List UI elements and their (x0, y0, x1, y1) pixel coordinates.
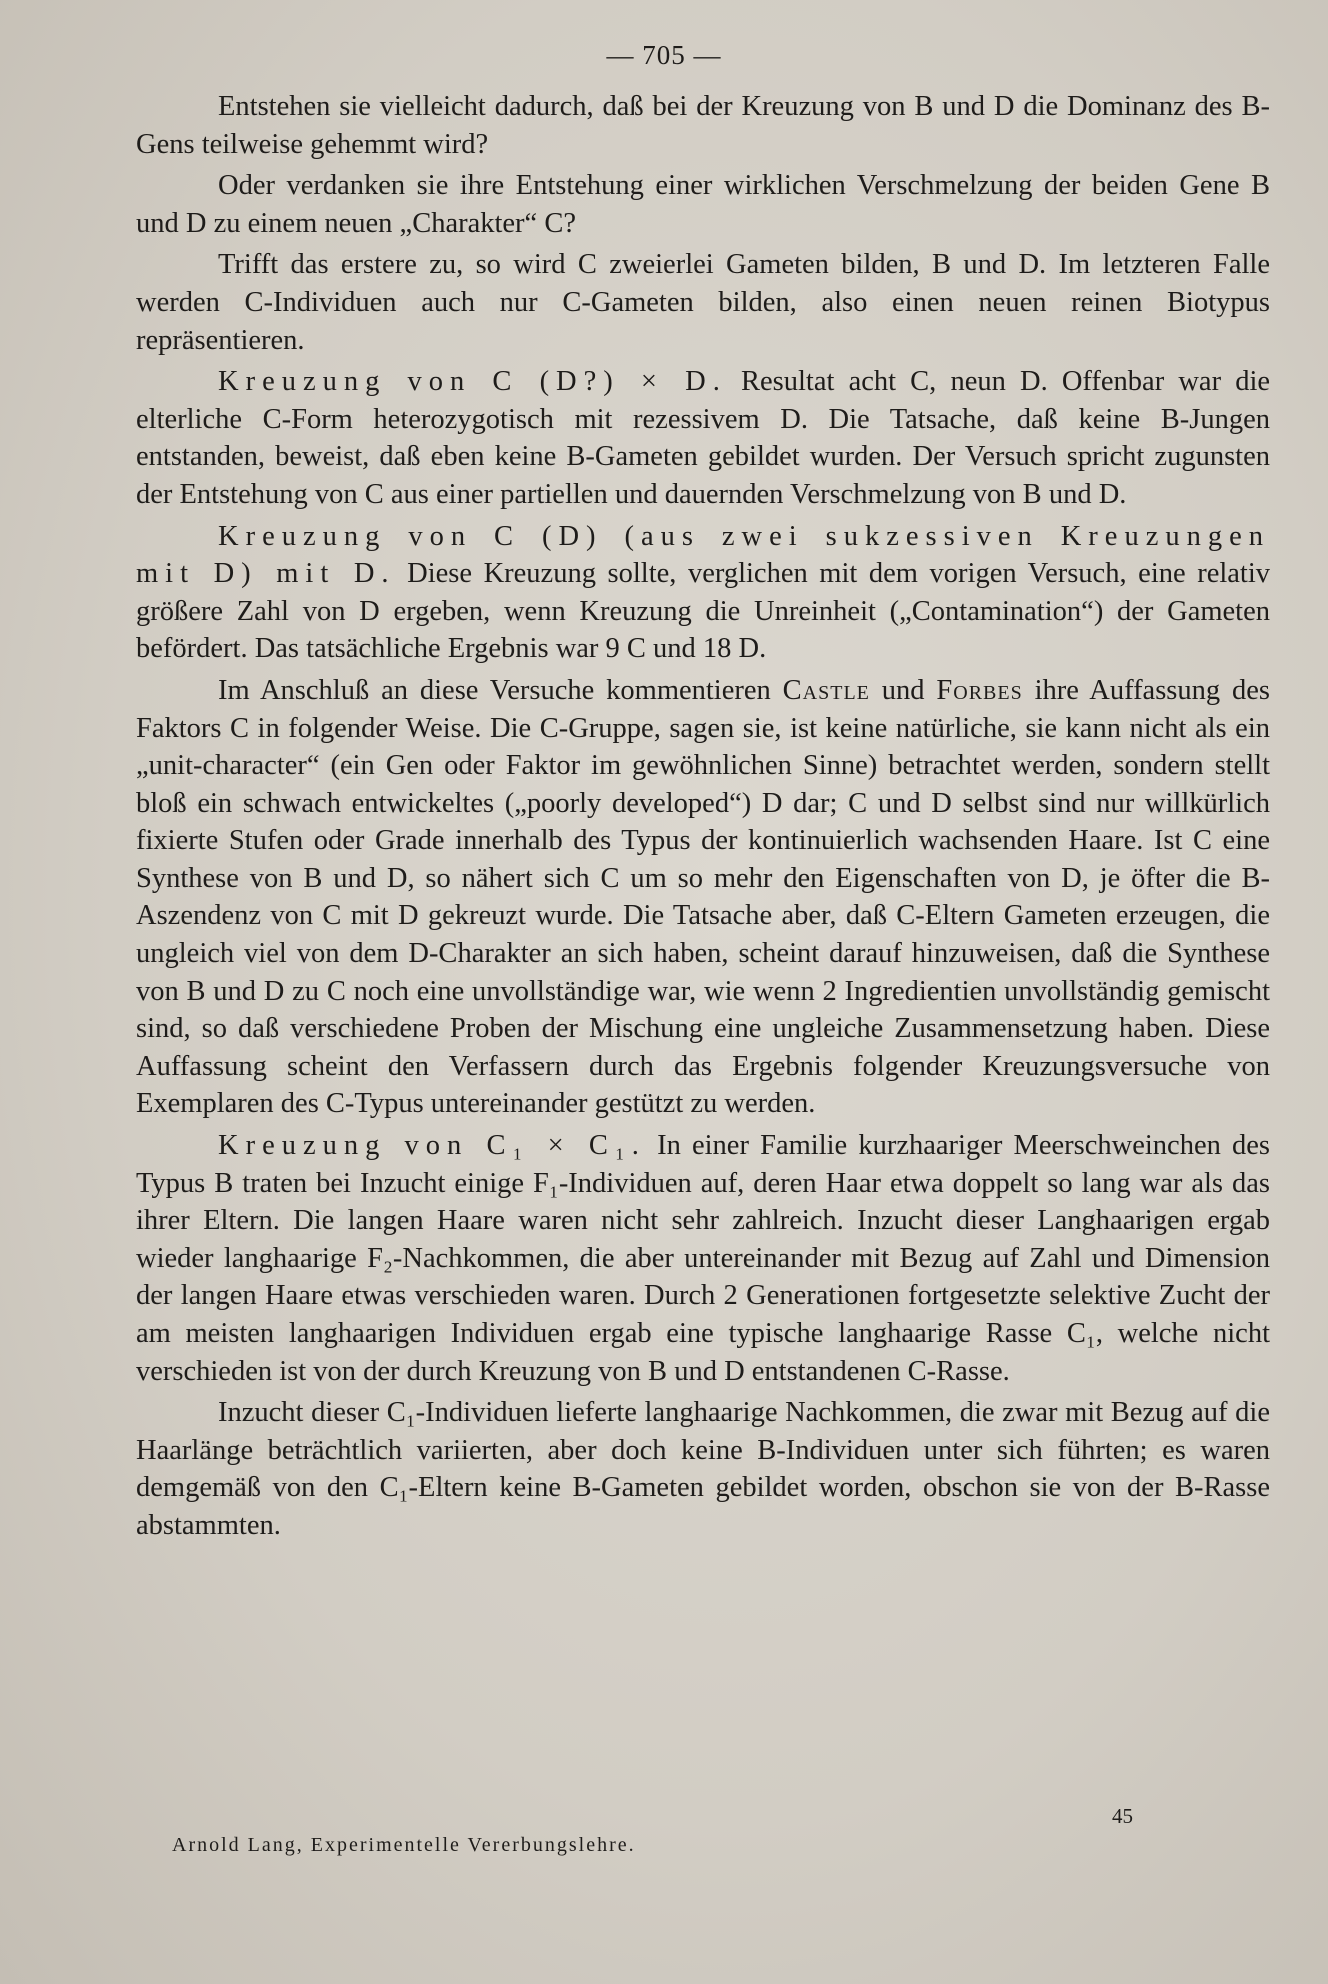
commentary-paragraph (136, 672, 1270, 1123)
author-castle: Castle (782, 674, 870, 706)
paragraph-3: Trifft das erstere zu, so wird C zweierlei Gameten bilden, B und D. Im letzteren Falle werden C-Individuen auch nur C-Gameten bilden, also einen neuen reinen Biotypus repräsentieren. (136, 249, 1270, 356)
cross-2-body: Diese Kreuzung sollte, verglichen mit dem vorigen Versuch, eine relativ größere Zahl von D ergeben, wenn Kreuzung die Unreinheit („Contamination“) der Gameten befördert. Das tatsächliche Ergebnis war 9 C und 18 D. (136, 558, 1271, 665)
commentary-lead: Im Anschluß an diese Versuche kommentieren (218, 674, 771, 706)
cross-1-body: Resultat acht C, neun D. Offenbar war die elterliche C-Form heterozygotisch mit rezessivem D. Die Tatsache, daß keine B-Jungen entstanden, beweist, daß eben keine B-Gameten gebildet wurden. Der Versuch spricht zugunsten der Entstehung von C aus einer partiellen und dauernden Verschmelzung von B und D. (136, 366, 1271, 510)
cross-3-paragraph (136, 1127, 1270, 1390)
cross-1-heading: Kreuzung von C (D?) × D. (218, 366, 727, 398)
paragraph-2: Oder verdanken sie ihre Entstehung einer wirklichen Verschmelzung der beiden Gene B und D zu einem neuen „Charakter“ C? (136, 170, 1270, 239)
body-text (136, 88, 1270, 1549)
book-footer: Arnold Lang, Experimentelle Vererbungslehre. (172, 1834, 636, 1856)
cross-3-body: In einer Familie kurzhaariger Meerschweinchen des Typus B traten bei Inzucht einige F₁-Individuen auf, deren Haar etwa doppelt so lang war als das ihrer Eltern. Die langen Haare waren nicht sehr zahlreich. Inzucht dieser Langhaarigen ergab wieder langhaarige F₂-Nachkommen, die aber untereinander mit Bezug auf Zahl und Dimension der langen Haare etwas verschieden waren. Durch 2 Generationen fortgesetzte selektive Zucht der am meisten langhaarigen Individuen ergab eine typische langhaarige Rasse C₁, welche nicht verschieden ist von der durch Kreuzung von B und D entstandenen C-Rasse. (136, 1130, 1271, 1387)
cross-2-heading: Kreuzung von C (D) (aus zwei sukzessiven Kreuzungen mit D) mit D. (136, 520, 1270, 590)
commentary-body: ihre Auffassung des Faktors C in folgender Weise. Die C-Gruppe, sagen sie, ist keine natürliche, sie kann nicht als ein „unit-character“ (ein Gen oder Faktor im gewöhnlichen Sinne) betrachtet werden, sondern stellt bloß ein schwach entwickeltes („poorly developed“) D dar; C und D selbst sind nur willkürlich fixierte Stufen oder Grade innerhalb des Typus der kontinuierlich wachsenden Haare. Ist C eine Synthese von B und D, so nähert sich C um so mehr den Eigenschaften von D, je öfter die B-Aszendenz von C mit D gekreuzt wurde. Die Tatsache aber, daß C-Eltern Gameten erzeugen, die ungleich viel von dem D-Charakter an sich haben, scheint darauf hinzuweisen, daß die Synthese von B und D zu C noch eine unvollständige war, wie wenn 2 Ingredientien unvollständig gemischt sind, so daß verschiedene Proben der Mischung eine ungleiche Zusammensetzung haben. Diese Auffassung scheint den Verfassern durch das Ergebnis folgender Kreuzungsversuche von Exemplaren des C-Typus untereinander gestützt zu werden. (136, 674, 1271, 1120)
commentary-conjunction: und (881, 674, 925, 706)
page-number: — 705 — (606, 40, 722, 70)
signature-mark: 45 (1112, 1804, 1133, 1828)
cross-1-paragraph (136, 363, 1270, 513)
cross-2-paragraph (136, 518, 1270, 668)
author-forbes: Forbes (936, 674, 1023, 706)
paragraph-1: Entstehen sie vielleicht dadurch, daß bei der Kreuzung von B und D die Dominanz des B-Gens teilweise gehemmt wird? (136, 91, 1270, 160)
cross-3-heading: Kreuzung von C₁ × C₁. (218, 1130, 646, 1162)
last-paragraph: Inzucht dieser C₁-Individuen lieferte langhaarige Nachkommen, die zwar mit Bezug auf die Haarlänge beträchtlich variierten, aber doch keine B-Individuen unter sich führten; es waren demgemäß von den C₁-Eltern keine B-Gameten gebildet worden, obschon sie von der B-Rasse abstammten. (136, 1397, 1270, 1541)
